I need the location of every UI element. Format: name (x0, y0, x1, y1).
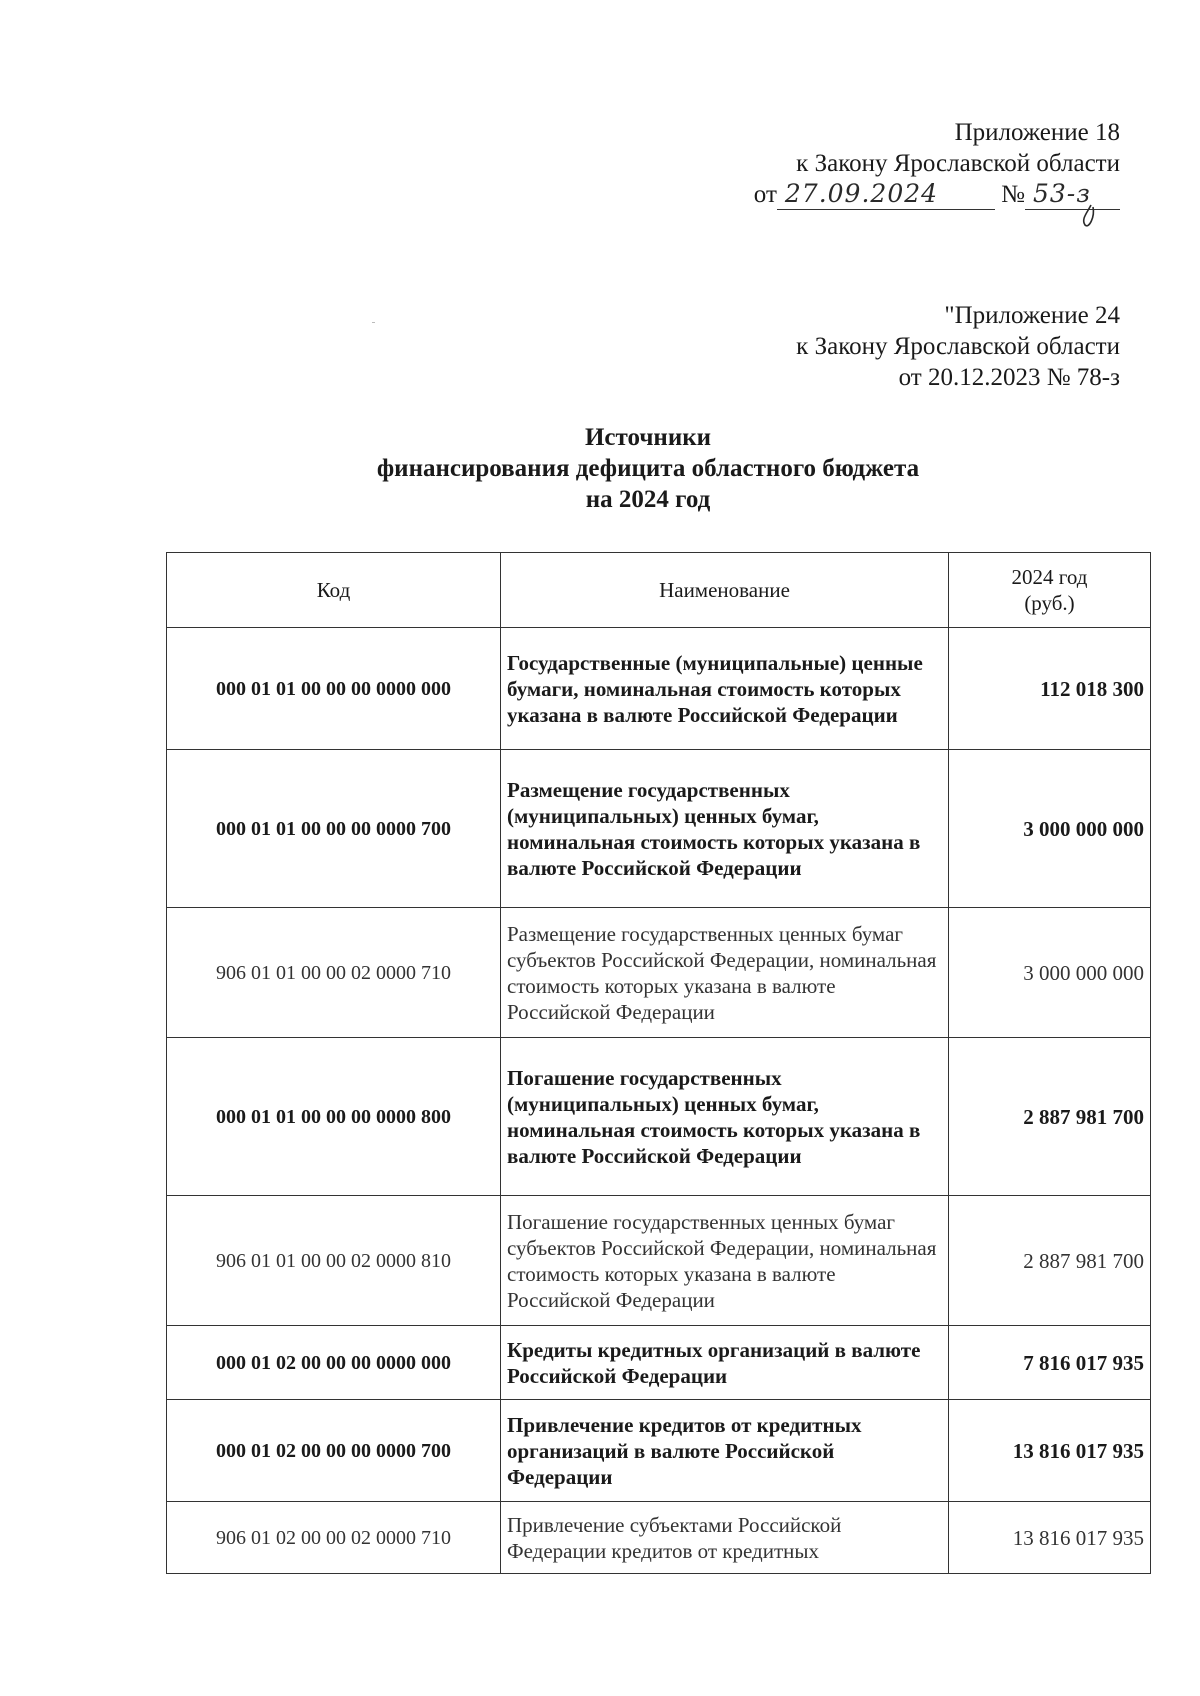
appendix-18-date-number (754, 179, 1120, 210)
appendix-24-date-number: от 20.12.2023 № 78-з (898, 364, 1120, 391)
handwritten-number: 53-з (1033, 179, 1091, 208)
row-amount: 3 000 000 000 (949, 908, 1151, 1038)
row-amount: 2 887 981 700 (949, 1038, 1151, 1196)
appendix-18-law-ref: к Закону Ярославской области (796, 150, 1120, 177)
row-amount: 112 018 300 (949, 628, 1151, 750)
row-code: 906 01 01 00 00 02 0000 710 (167, 908, 501, 1038)
table-row (167, 1502, 1151, 1574)
row-code: 000 01 01 00 00 00 0000 700 (167, 750, 501, 908)
row-code: 000 01 01 00 00 00 0000 000 (167, 628, 501, 750)
table-row (167, 908, 1151, 1038)
row-name: Погашение государственных ценных бумаг субъектов Российской Федерации, номинальная стоимость которых указана в валюте Российской Федерации (501, 1196, 949, 1326)
amount-header-year: 2024 год (1011, 565, 1088, 589)
handwriting-stroke (1077, 203, 1107, 229)
row-code: 000 01 02 00 00 00 0000 700 (167, 1400, 501, 1502)
row-amount: 7 816 017 935 (949, 1326, 1151, 1400)
column-header-code: Код (167, 553, 501, 628)
budget-sources-table (166, 552, 1151, 1574)
row-code: 000 01 01 00 00 00 0000 800 (167, 1038, 501, 1196)
row-name: Кредиты кредитных организаций в валюте Российской Федерации (501, 1326, 949, 1400)
row-name: Привлечение субъектами Российской Федерации кредитов от кредитных (501, 1502, 949, 1574)
appendix-24-law-ref: к Закону Ярославской области (796, 333, 1120, 360)
date-field (777, 181, 995, 210)
title-line-3: на 2024 год (585, 486, 711, 513)
appendix-24-header (796, 300, 1120, 393)
from-label: от (753, 181, 777, 208)
row-name: Размещение государственных ценных бумаг субъектов Российской Федерации, номинальная стоимость которых указана в валюте Российской Федерации (501, 908, 949, 1038)
row-name: Погашение государственных (муниципальных) ценных бумаг, номинальная стоимость которых указана в валюте Российской Федерации (501, 1038, 949, 1196)
row-code: 000 01 02 00 00 00 0000 000 (167, 1326, 501, 1400)
table-row (167, 1196, 1151, 1326)
document-title (0, 422, 1200, 515)
column-header-name: Наименование (501, 553, 949, 628)
table-row (167, 1400, 1151, 1502)
table-row (167, 750, 1151, 908)
row-amount: 13 816 017 935 (949, 1502, 1151, 1574)
row-amount: 3 000 000 000 (949, 750, 1151, 908)
amount-header-unit: (руб.) (1024, 591, 1075, 615)
row-code: 906 01 02 00 00 02 0000 710 (167, 1502, 501, 1574)
table-header-row (167, 553, 1151, 628)
number-field (1025, 181, 1120, 210)
table-row (167, 1326, 1151, 1400)
handwritten-date: 27.09.2024 (784, 179, 939, 208)
row-name: Привлечение кредитов от кредитных организаций в валюте Российской Федерации (501, 1400, 949, 1502)
number-sign: № (1001, 181, 1025, 208)
row-amount: 13 816 017 935 (949, 1400, 1151, 1502)
column-header-amount (949, 553, 1151, 628)
row-code: 906 01 01 00 00 02 0000 810 (167, 1196, 501, 1326)
table-row (167, 1038, 1151, 1196)
title-line-2: финансирования дефицита областного бюджета (376, 455, 920, 482)
appendix-18-label: Приложение 18 (954, 119, 1120, 146)
title-line-1: Источники (584, 424, 712, 451)
appendix-24-label: "Приложение 24 (944, 302, 1120, 329)
row-amount: 2 887 981 700 (949, 1196, 1151, 1326)
scan-speck (372, 322, 375, 323)
appendix-18-header (754, 117, 1120, 210)
table-row (167, 628, 1151, 750)
row-name: Размещение государственных (муниципальных) ценных бумаг, номинальная стоимость которых указана в валюте Российской Федерации (501, 750, 949, 908)
row-name: Государственные (муниципальные) ценные бумаги, номинальная стоимость которых указана в валюте Российской Федерации (501, 628, 949, 750)
